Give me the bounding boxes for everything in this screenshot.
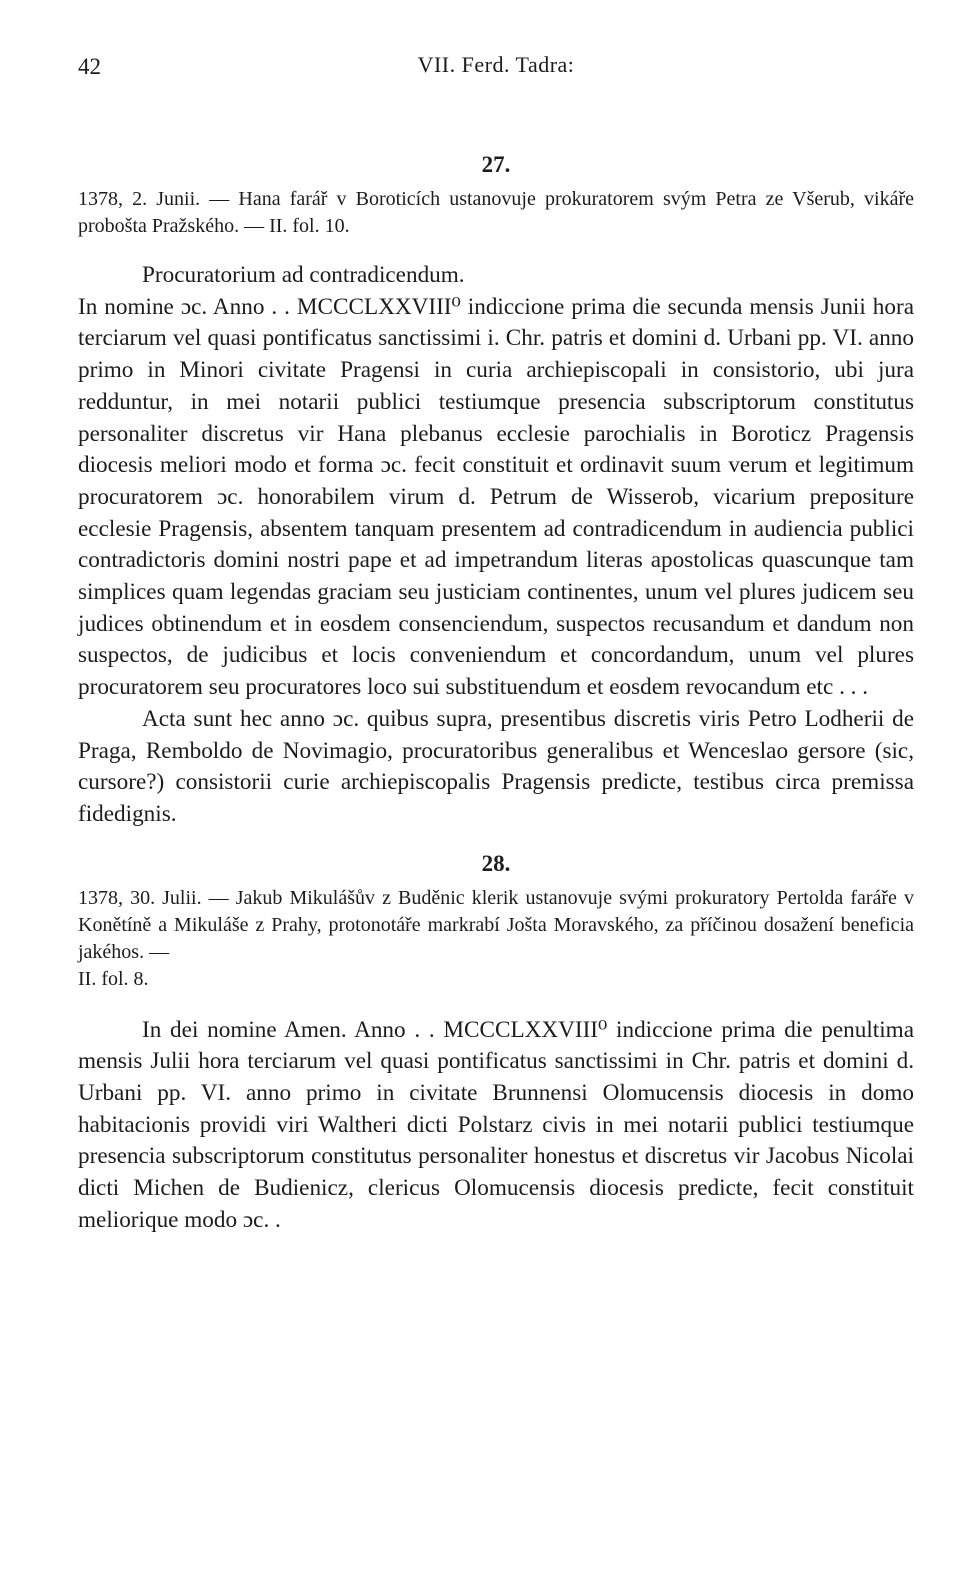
document-27 bbox=[78, 152, 914, 831]
regest bbox=[78, 885, 914, 993]
paragraph: In nomine ɔc. Anno . . MCCCLXXVIII⁰ indiccione prima die secunda mensis Junii hora terciarum vel quasi pontificatus sanctissimi i. Chr. patris et domini d. Urbani pp. VI. anno primo in Minori civitate Pragensi in curia archiepiscopali in consistorio, ubi jura redduntur, in mei notarii publici testiumque presencia subscriptorum constitutus personaliter discretus vir Hana plebanus ecclesie parochialis in Boroticz Pragensis diocesis meliori modo et forma ɔc. fecit constituit et ordinavit suum verum et legitimum procuratorem ɔc. honorabilem virum d. Petrum de Wisserob, vicarium prepositure ecclesie Pragensis, absentem tanquam presentem ad contradicendum in audiencia publici contradictoris domini nostri pape et ad impetrandum literas apostolicas quascunque tam simplices quam legendas graciam seu justiciam continentes, unum vel plures judicem seu judices obtinendum et in eosdem consenciendum, suspectos recusandum et dandum non suspectos, de judicibus et locis conveniendum et concordandum, unum vel plures procuratorem seu procuratores loco sui substituendum et eosdem revocandum etc . . . bbox=[78, 293, 914, 701]
page-number: 42 bbox=[78, 54, 101, 79]
paragraph: In dei nomine Amen. Anno . . MCCCLXXVIII⁰ indiccione prima die penultima mensis Julii hora terciarum vel quasi pontificatus sanctissimi in Chr. patris et domini d. Urbani pp. VI. anno primo in civitate Brunnensi Olomucensis diocesis in domo habitacionis providi viri Waltheri dicti Polstarz civis in mei notarii publici testiumque presencia subscriptorum constitutus personaliter honestus et discretus vir Jacobus Nicolai dicti Michen de Budienicz, clericus Olomucensis diocesis predicte, fecit constituit meliorique modo ɔc. . bbox=[78, 1016, 914, 1233]
document-page bbox=[78, 40, 914, 1237]
running-header bbox=[78, 40, 914, 80]
document-text bbox=[78, 260, 914, 831]
regest-text: 1378, 30. Julii. — Jakub Mikulášův z Buděnic klerik ustanovuje svými prokuratory Pertolda faráře v Konětíně a Mikuláše z Prahy, protonotáře markrabí Jošta Moravského, za příčinou dosažení beneficia jakéhos. — bbox=[78, 886, 914, 963]
paragraph: Acta sunt hec anno ɔc. quibus supra, presentibus discretis viris Petro Lodherii de Praga, Remboldo de Novimagio, procuratoribus generalibus et Wenceslao gersore (sic, cursore?) consistorii curie archiepiscopalis Pragensis predicte, testibus circa premissa fidedignis. bbox=[78, 705, 914, 827]
regest-reference: II. fol. 8. bbox=[78, 967, 149, 990]
document-number: 27. bbox=[481, 152, 511, 177]
document-title: Procuratorium ad contradicendum. bbox=[142, 262, 465, 288]
document-text bbox=[78, 1015, 914, 1237]
running-title: VII. Ferd. Tadra: bbox=[417, 52, 575, 77]
regest: 1378, 2. Junii. — Hana farář v Boroticích ustanovuje prokuratorem svým Petra ze Všerub, vikáře probošta Pražského. — II. fol. 10. bbox=[78, 188, 914, 237]
document-number: 28. bbox=[481, 850, 511, 876]
document-28 bbox=[78, 851, 914, 1237]
